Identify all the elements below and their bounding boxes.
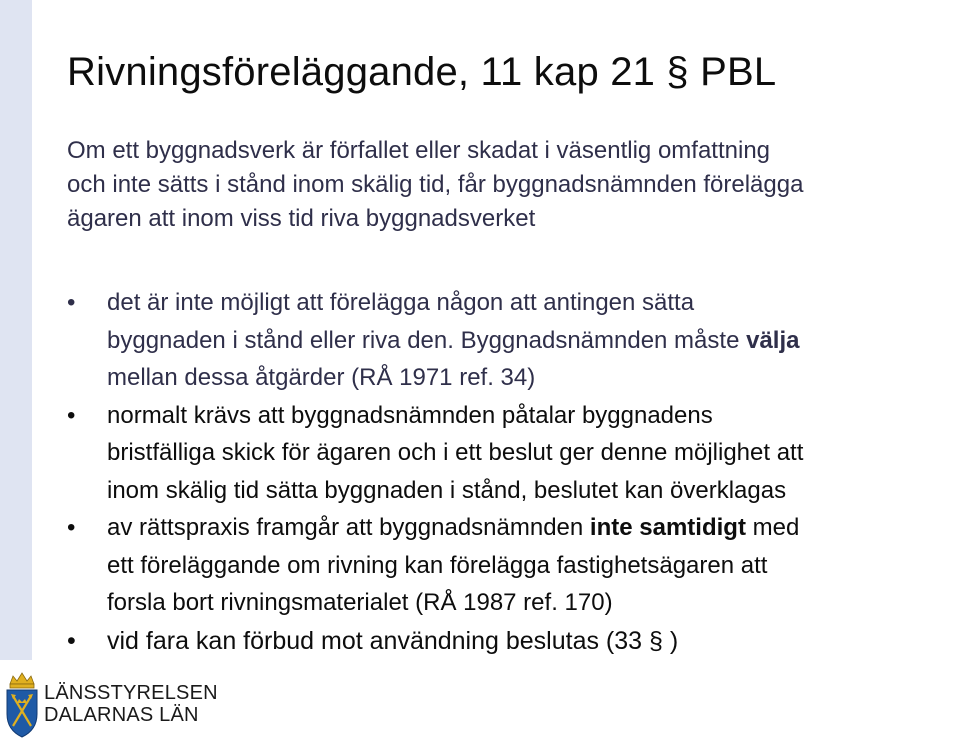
bullet-text: med (745, 514, 800, 541)
page-title: Rivningsföreläggande, 11 kap 21 § PBL (67, 50, 777, 94)
agency-logo (4, 670, 218, 740)
bullet-line: vid fara kan förbud mot användning beslutas (33 § ) (107, 626, 679, 655)
bullet-line (107, 509, 957, 547)
bullet-marker: • (67, 401, 76, 429)
emphasis-text: välja (746, 326, 800, 354)
emphasis-text: inte samtidigt (589, 514, 746, 541)
bullet-line: normalt krävs att byggnadsnämnden påtalar byggnadens (107, 401, 713, 429)
bullet-item (67, 509, 957, 622)
org-name-line: LÄNSSTYRELSEN (44, 682, 218, 704)
bullet-marker: • (67, 514, 76, 541)
coat-of-arms-icon (4, 670, 40, 740)
intro-line: ägaren att inom viss tid riva byggnadsverket (67, 205, 536, 232)
intro-paragraph (67, 134, 957, 236)
intro-line: Om ett byggnadsverk är förfallet eller skadat i väsentlig omfattning (67, 137, 771, 164)
bullet-text: av rättspraxis framgår att byggnadsnämnden (107, 514, 590, 541)
org-name (44, 682, 218, 726)
bullet-line (107, 322, 957, 360)
bullet-text: byggnaden i stånd eller riva den. Byggnadsnämnden måste (107, 326, 747, 354)
bullet-marker: • (67, 289, 76, 316)
bullet-line: det är inte möjligt att förelägga någon att antingen sätta (107, 289, 695, 316)
bullet-item (67, 622, 957, 660)
bullet-line: bristfälliga skick för ägaren och i ett beslut ger denne möjlighet att (107, 439, 804, 466)
bullet-item (67, 397, 957, 510)
bullet-line: mellan dessa åtgärder (RÅ 1971 ref. 34) (107, 364, 536, 391)
bullet-item (67, 284, 957, 397)
org-name-line: DALARNAS LÄN (44, 704, 199, 726)
side-stripe (0, 0, 32, 660)
intro-line: och inte sätts i stånd inom skälig tid, får byggnadsnämnden förelägga (67, 171, 804, 198)
bullet-line: forsla bort rivningsmaterialet (RÅ 1987 ref. 170) (107, 589, 613, 616)
bullet-line: ett föreläggande om rivning kan förelägga fastighetsägaren att (107, 551, 768, 579)
bullet-marker: • (67, 626, 76, 655)
bullet-line: inom skälig tid sätta byggnaden i stånd, beslutet kan överklagas (107, 476, 787, 504)
bullet-list (67, 284, 957, 660)
